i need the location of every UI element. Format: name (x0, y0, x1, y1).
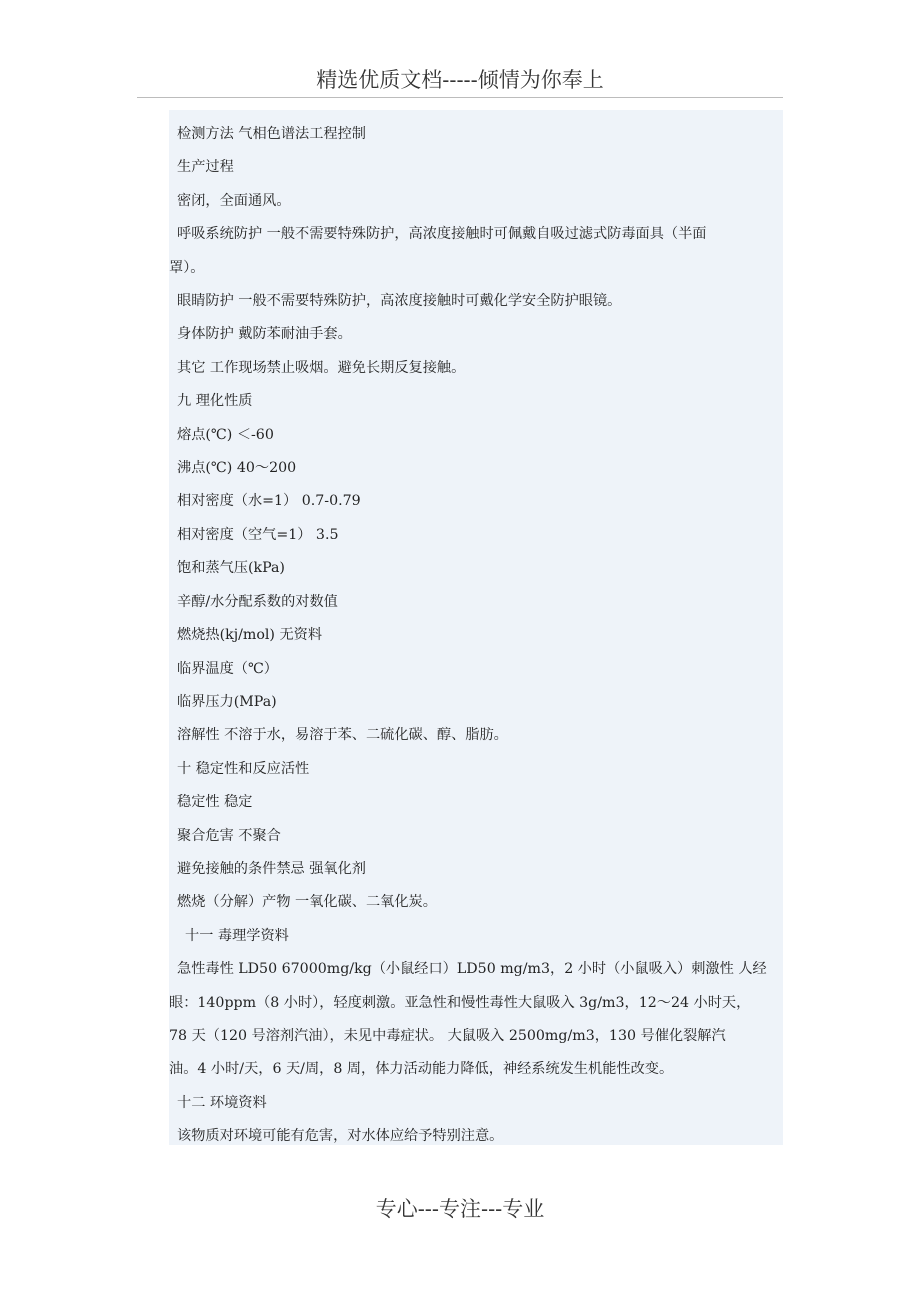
section-heading: 十 稳定性和反应活性 (177, 760, 310, 777)
text-line: 辛醇/水分配系数的对数值 (177, 593, 338, 610)
text-line: 身体防护 戴防苯耐油手套。 (177, 326, 352, 343)
text-line: 沸点(℃) 40～200 (177, 460, 297, 477)
text-line: 78 天（120 号溶剂汽油），未见中毒症状。 大鼠吸入 2500mg/m3，130 号催化裂解汽 (169, 1027, 726, 1044)
text-line: 相对密度（空气=1） 3.5 (177, 526, 339, 543)
text-line: 密闭，全面通风。 (177, 192, 291, 209)
text-line: 生产过程 (177, 159, 234, 176)
page-footer: 专心---专注---专业 (375, 1197, 545, 1221)
text-line: 眼：140ppm（8 小时），轻度刺激。亚急性和慢性毒性大鼠吸入 3g/m3，12～24 小时天， (169, 994, 751, 1011)
page-header: 精选优质文档-----倾情为你奉上 (137, 64, 783, 98)
document-body (169, 110, 783, 1145)
text-line: 燃烧（分解）产物 一氧化碳、二氧化炭。 (177, 894, 437, 911)
text-line: 溶解性 不溶于水，易溶于苯、二硫化碳、醇、脂肪。 (177, 727, 508, 744)
text-line: 其它 工作现场禁止吸烟。避免长期反复接触。 (177, 359, 466, 376)
text-line: 罩）。 (169, 259, 205, 276)
text-line: 检测方法 气相色谱法工程控制 (177, 126, 366, 142)
section-heading: 九 理化性质 (177, 393, 253, 410)
section-heading: 十一 毒理学资料 (185, 927, 289, 944)
text-line: 避免接触的条件禁忌 强氧化剂 (177, 860, 366, 877)
text-line: 该物质对环境可能有危害，对水体应给予特别注意。 (177, 1128, 504, 1145)
text-line: 燃烧热(kj/mol) 无资料 (177, 627, 323, 644)
text-line: 呼吸系统防护 一般不需要特殊防护，高浓度接触时可佩戴自吸过滤式防毒面具（半面 (177, 226, 707, 243)
text-line: 油。4 小时/天，6 天/周，8 周，体力活动能力降低，神经系统发生机能性改变。 (169, 1061, 674, 1078)
section-heading: 十二 环境资料 (177, 1094, 267, 1111)
text-line: 相对密度（水=1） 0.7-0.79 (177, 493, 361, 510)
text-line: 饱和蒸气压(kPa) (177, 560, 285, 577)
text-line: 聚合危害 不聚合 (177, 827, 281, 844)
text-line: 稳定性 稳定 (177, 794, 253, 811)
text-line: 眼睛防护 一般不需要特殊防护，高浓度接触时可戴化学安全防护眼镜。 (177, 293, 622, 310)
text-line: 临界温度（℃） (177, 660, 278, 677)
text-line: 临界压力(MPa) (177, 693, 277, 710)
text-line: 熔点(℃) ＜-60 (177, 426, 274, 443)
text-line: 急性毒性 LD50 67000mg/kg（小鼠经口）LD50 mg/m3，2 小时（小鼠吸入）刺激性 人经 (177, 961, 767, 978)
